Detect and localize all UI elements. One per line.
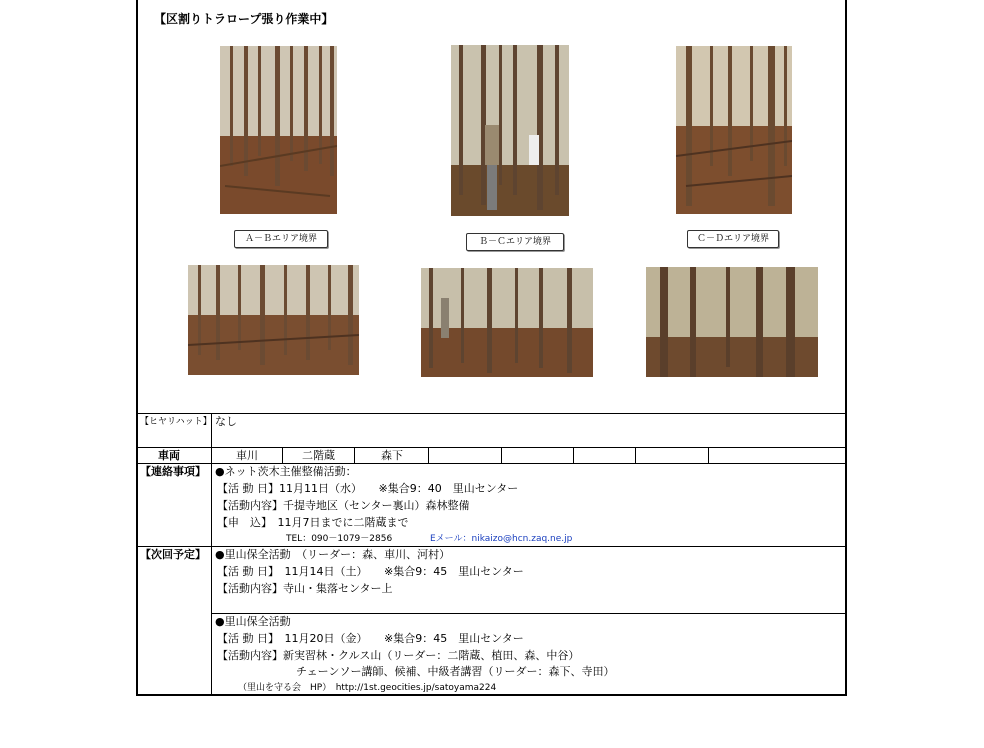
vehicle-col-3 (428, 447, 429, 463)
vehicle-col-2 (354, 447, 355, 463)
next-label: 【次回予定】 (140, 548, 206, 561)
next-1-line-1: ●里山保全活動 （リーダー：森、車川、河村） (215, 548, 451, 561)
row-divider-next-2 (211, 613, 845, 614)
contact-line-3: 【活動内容】千提寺地区（センター裏山）森林整備 (217, 499, 470, 512)
caption-bc-boundary: Ｂ－Ｃエリア境界 (466, 233, 564, 251)
hiyari-label: 【ヒヤリハット】 (140, 417, 212, 427)
contact-tel: TEL：090－1079－2856 (286, 534, 393, 544)
vehicle-col-6 (635, 447, 636, 463)
caption-ab-boundary: Ａ－Ｂエリア境界 (234, 230, 328, 248)
next-2-line-3: 【活動内容】新実習林・クルス山（リーダー：二階蔵、植田、森、中谷） (217, 649, 580, 662)
contact-label: 【連絡事項】 (140, 465, 206, 478)
vehicle-1: 車川 (236, 449, 258, 462)
vehicle-col-5 (573, 447, 574, 463)
report-sheet (136, 0, 847, 696)
vehicle-col-7 (708, 447, 709, 463)
contact-line-4: 【申 込】 11月7日までに二階蔵まで (217, 516, 409, 529)
next-1-line-2: 【活 動 日】 11月14日（土） ※集合9：45 里山センター (217, 565, 524, 578)
vehicle-2: 二階蔵 (302, 449, 335, 462)
next-2-line-4: チェーンソー講師、候補、中級者講習（リーダー：森下、寺田） (296, 665, 615, 678)
vehicles-label: 車両 (158, 449, 180, 462)
label-column-border (211, 413, 212, 694)
forest-photo-4 (188, 265, 359, 375)
next-2-line-2: 【活 動 日】 11月20日（金） ※集合9：45 里山センター (217, 632, 524, 645)
vehicle-col-4 (501, 447, 502, 463)
next-1-line-3: 【活動内容】寺山・集落センター上 (217, 582, 393, 595)
contact-email[interactable]: Eメール：nikaizo@hcn.zaq.ne.jp (430, 534, 573, 544)
next-2-line-1: ●里山保全活動 (215, 615, 291, 628)
forest-photo-bc (451, 45, 569, 216)
vehicle-col-1 (282, 447, 283, 463)
contact-line-2: 【活 動 日】11月11日（水） ※集合9：40 里山センター (217, 482, 519, 495)
contact-line-1: ●ネット茨木主催整備活動： (215, 465, 357, 478)
forest-photo-5 (421, 268, 593, 377)
forest-photo-cd (676, 46, 792, 214)
hiyari-value: なし (215, 415, 237, 428)
caption-cd-boundary: Ｃ－Ｄエリア境界 (687, 230, 779, 248)
forest-photo-ab (220, 46, 337, 214)
forest-photo-6 (646, 267, 818, 377)
homepage-link[interactable]: （里山を守る会 HP） http://1st.geocities.jp/satoyama224 (238, 683, 497, 693)
table-top-border (138, 413, 845, 414)
section-title: 【区割りトラロープ張り作業中】 (154, 12, 334, 26)
vehicle-3: 森下 (381, 449, 403, 462)
